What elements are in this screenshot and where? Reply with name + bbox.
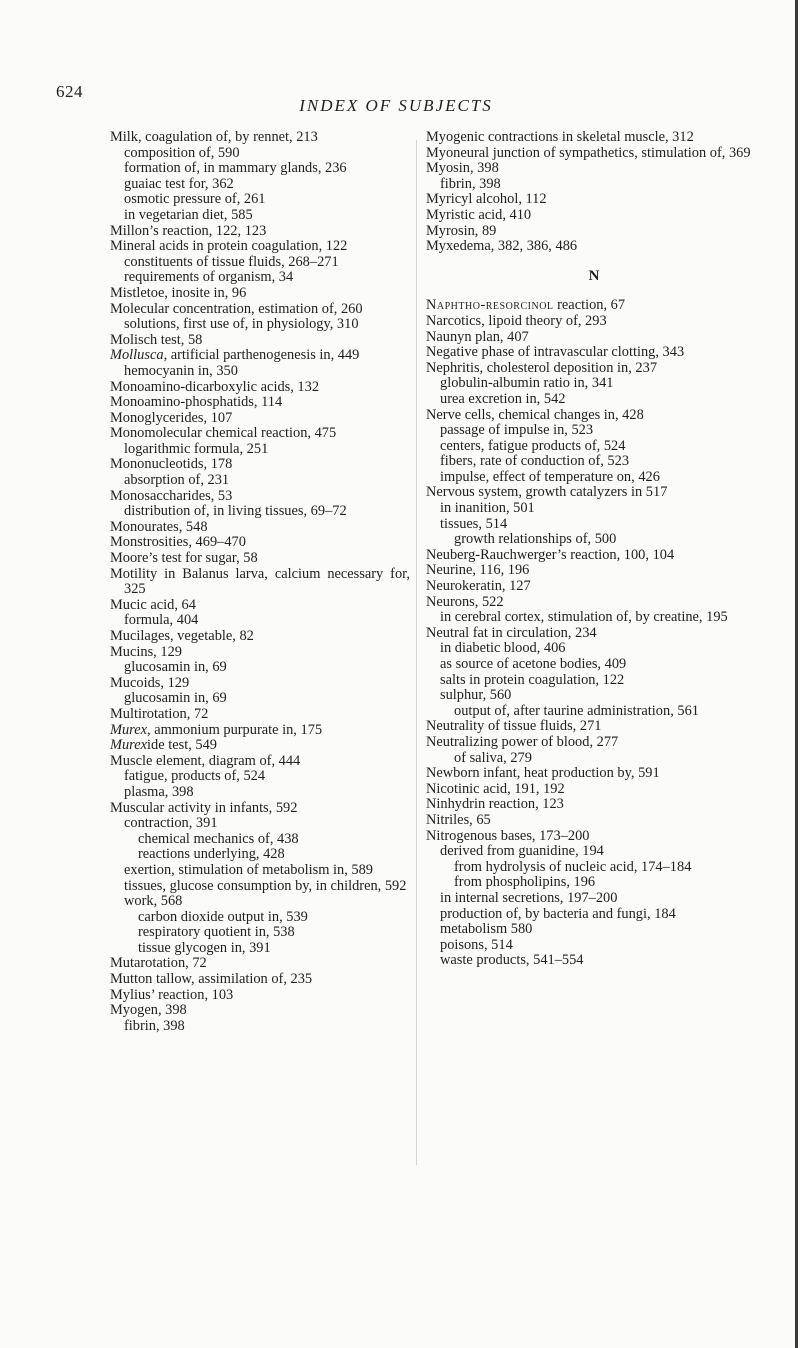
- index-entry: Monoamino-phosphatids, 114: [110, 394, 283, 411]
- index-entry: Mutton tallow, assimilation of, 235: [110, 971, 313, 988]
- index-entry: Naunyn plan, 407: [426, 328, 529, 345]
- index-entry: Ninhydrin reaction, 123: [426, 796, 564, 813]
- index-entry-lead-caps: Naphtho-resorcinol: [426, 297, 554, 314]
- index-subentry: from hydrolysis of nucleic acid, 174–184: [454, 858, 692, 875]
- index-entry: Moore’s test for sugar, 58: [110, 550, 258, 567]
- index-entry: Mistletoe, inosite in, 96: [110, 284, 247, 301]
- index-entry: Monstrosities, 469–470: [110, 534, 246, 551]
- index-subentry: fibrin, 398: [440, 175, 501, 192]
- index-subentry: hemocyanin in, 350: [124, 362, 238, 379]
- index-entry: Molecular concentration, estimation of, 260: [110, 300, 363, 317]
- index-subentry: urea excretion in, 542: [440, 390, 566, 407]
- index-subentry: impulse, effect of temperature on, 426: [440, 468, 660, 485]
- page-edge-line: [795, 0, 798, 1348]
- index-subentry: exertion, stimulation of metabolism in, 589: [124, 861, 374, 878]
- index-entry: Mucilages, vegetable, 82: [110, 628, 254, 644]
- index-entry: Mononucleotids, 178: [110, 456, 233, 473]
- index-entry: Myoneural junction of sympathetics, stimulation of, 369: [426, 144, 751, 161]
- page-header: [56, 82, 736, 115]
- index-subentry: absorption of, 231: [124, 472, 230, 489]
- index-subentry: reactions underlying, 428: [138, 846, 285, 863]
- index-entry: Monomolecular chemical reaction, 475: [110, 425, 337, 442]
- index-entry: [426, 298, 762, 314]
- index-subentry: fatigue, products of, 524: [124, 768, 266, 785]
- index-entry: Myristic acid, 410: [426, 206, 532, 223]
- column-divider: [416, 140, 417, 1165]
- index-entry: Nerve cells, chemical changes in, 428: [426, 406, 644, 423]
- index-entry: Neurine, 116, 196: [426, 562, 530, 579]
- index-subentry: production of, by bacteria and fungi, 184: [440, 905, 676, 922]
- italic-genus-name: Murex: [110, 721, 148, 738]
- index-entry: Mutarotation, 72: [110, 955, 207, 972]
- index-entry: Mylius’ reaction, 103: [110, 986, 234, 1003]
- index-entry: Millon’s reaction, 122, 123: [110, 222, 267, 239]
- index-entry: Neurons, 522: [426, 593, 504, 610]
- index-subentry: poisons, 514: [440, 936, 513, 953]
- index-subentry: passage of impulse in, 523: [440, 422, 594, 439]
- page-number: 624: [56, 82, 83, 101]
- index-subentry: globulin-albumin ratio in, 341: [440, 375, 614, 392]
- index-entry: Multirotation, 72: [110, 705, 209, 722]
- index-entry: Molisch test, 58: [110, 331, 203, 348]
- index-entry: Narcotics, lipoid theory of, 293: [426, 312, 607, 329]
- index-entry: Mucoids, 129: [110, 674, 190, 691]
- index-entry: Nicotinic acid, 191, 192: [426, 780, 565, 797]
- index-subentry: fibrin, 398: [124, 1017, 185, 1034]
- index-subentry: chemical mechanics of, 438: [138, 830, 299, 847]
- index-entries-m-continued: [426, 130, 762, 255]
- index-subentry: requirements of organism, 34: [124, 269, 294, 286]
- index-entry: Neutral fat in circulation, 234: [426, 624, 597, 641]
- index-subentry: work, 568: [124, 893, 183, 910]
- index-subentry: in diabetic blood, 406: [440, 640, 566, 657]
- index-entry: Newborn infant, heat production by, 591: [426, 765, 660, 782]
- index-column-right: [426, 130, 762, 969]
- index-entry: Mucic acid, 64: [110, 596, 196, 613]
- index-subentry: osmotic pressure of, 261: [124, 191, 266, 208]
- index-entry: Mucins, 129: [110, 643, 182, 660]
- index-entry: Myxedema, 382, 386, 486: [426, 238, 578, 255]
- index-subentry: logarithmic formula, 251: [124, 440, 269, 457]
- index-entry: Neutralizing power of blood, 277: [426, 733, 619, 750]
- index-subentry: formula, 404: [124, 612, 199, 629]
- index-subentry: carbon dioxide output in, 539: [138, 908, 308, 925]
- index-subentry: in internal secretions, 197–200: [440, 889, 618, 906]
- index-subentry: distribution of, in living tissues, 69–72: [124, 503, 347, 520]
- index-subentry: in inanition, 501: [440, 500, 535, 517]
- index-subentry: output of, after taurine administration, 561: [454, 702, 699, 719]
- index-entry: Nitriles, 65: [426, 811, 491, 828]
- index-subentry: from phospholipins, 196: [454, 874, 596, 891]
- index-subentry: composition of, 590: [124, 144, 240, 161]
- index-subentry: tissues, 514: [440, 515, 508, 532]
- index-entry: Monourates, 548: [110, 518, 208, 535]
- index-entry: Monoamino-dicarboxylic acids, 132: [110, 378, 320, 395]
- index-entry: Myogenic contractions in skeletal muscle, 312: [426, 129, 694, 145]
- index-subentry: growth relationships of, 500: [454, 531, 617, 548]
- index-entry: Muscular activity in infants, 592: [110, 799, 298, 816]
- italic-genus-name: Mollusca: [110, 347, 164, 364]
- running-head: INDEX OF SUBJECTS: [299, 96, 493, 115]
- index-entry: Motility in Balanus larva, calcium necessary for, 325: [110, 565, 410, 598]
- index-entry: Nervous system, growth catalyzers in 517: [426, 484, 668, 501]
- index-entry: Neutrality of tissue fluids, 271: [426, 718, 602, 735]
- index-subentry: glucosamin in, 69: [124, 690, 227, 707]
- index-entries-n: [426, 314, 762, 969]
- index-entry: Milk, coagulation of, by rennet, 213: [110, 129, 318, 145]
- index-entry-lead-rest: reaction, 67: [553, 297, 626, 314]
- index-entry: Negative phase of intravascular clotting, 343: [426, 344, 685, 361]
- index-subentry: guaiac test for, 362: [124, 175, 234, 192]
- index-subentry: glucosamin in, 69: [124, 659, 227, 676]
- index-entry: Nephritis, cholesterol deposition in, 237: [426, 359, 658, 376]
- index-subentry: constituents of tissue fluids, 268–271: [124, 253, 339, 270]
- index-subentry: fibers, rate of conduction of, 523: [440, 453, 630, 470]
- index-entry: Murexide test, 549: [110, 737, 217, 754]
- index-subentry: of saliva, 279: [454, 749, 532, 766]
- index-entry: Myogen, 398: [110, 1002, 187, 1019]
- index-entry: Murex, ammonium purpurate in, 175: [110, 721, 323, 738]
- index-subentry: formation of, in mammary glands, 236: [124, 160, 347, 177]
- section-letter-heading: N: [588, 267, 600, 284]
- index-subentry: as source of acetone bodies, 409: [440, 656, 627, 672]
- italic-genus-name: Murex: [110, 737, 148, 754]
- index-subentry: solutions, first use of, in physiology, 310: [124, 316, 359, 333]
- index-subentry: tissues, glucose consumption by, in children, 592: [124, 877, 407, 894]
- index-subentry: contraction, 391: [124, 815, 218, 832]
- index-subentry: in cerebral cortex, stimulation of, by creatine, 195: [440, 609, 728, 626]
- index-entry: Myrosin, 89: [426, 222, 497, 239]
- index-subentry: centers, fatigue products of, 524: [440, 437, 626, 454]
- index-entry: Monosaccharides, 53: [110, 487, 233, 504]
- index-subentry: waste products, 541–554: [440, 952, 584, 969]
- index-entry: Muscle element, diagram of, 444: [110, 752, 301, 769]
- index-entry: Mineral acids in protein coagulation, 122: [110, 238, 348, 255]
- index-subentry: metabolism 580: [440, 921, 533, 938]
- index-entry: Monoglycerides, 107: [110, 409, 233, 426]
- index-entry: Nitrogenous bases, 173–200: [426, 827, 590, 844]
- index-subentry: in vegetarian diet, 585: [124, 206, 253, 223]
- index-subentry: sulphur, 560: [440, 687, 512, 704]
- index-subentry: respiratory quotient in, 538: [138, 924, 295, 941]
- index-entry: Neurokeratin, 127: [426, 578, 531, 595]
- index-entry: Myosin, 398: [426, 160, 499, 177]
- index-column-left: [110, 130, 410, 1034]
- index-subentry: plasma, 398: [124, 783, 194, 800]
- index-entry: Mollusca, artificial parthenogenesis in, 449: [110, 347, 360, 364]
- index-subentry: tissue glycogen in, 391: [138, 939, 271, 956]
- index-subentry: salts in protein coagulation, 122: [440, 671, 625, 688]
- index-entry: Neuberg-Rauchwerger’s reaction, 100, 104: [426, 546, 675, 563]
- index-subentry: derived from guanidine, 194: [440, 843, 604, 860]
- index-entry: Myricyl alcohol, 112: [426, 191, 547, 208]
